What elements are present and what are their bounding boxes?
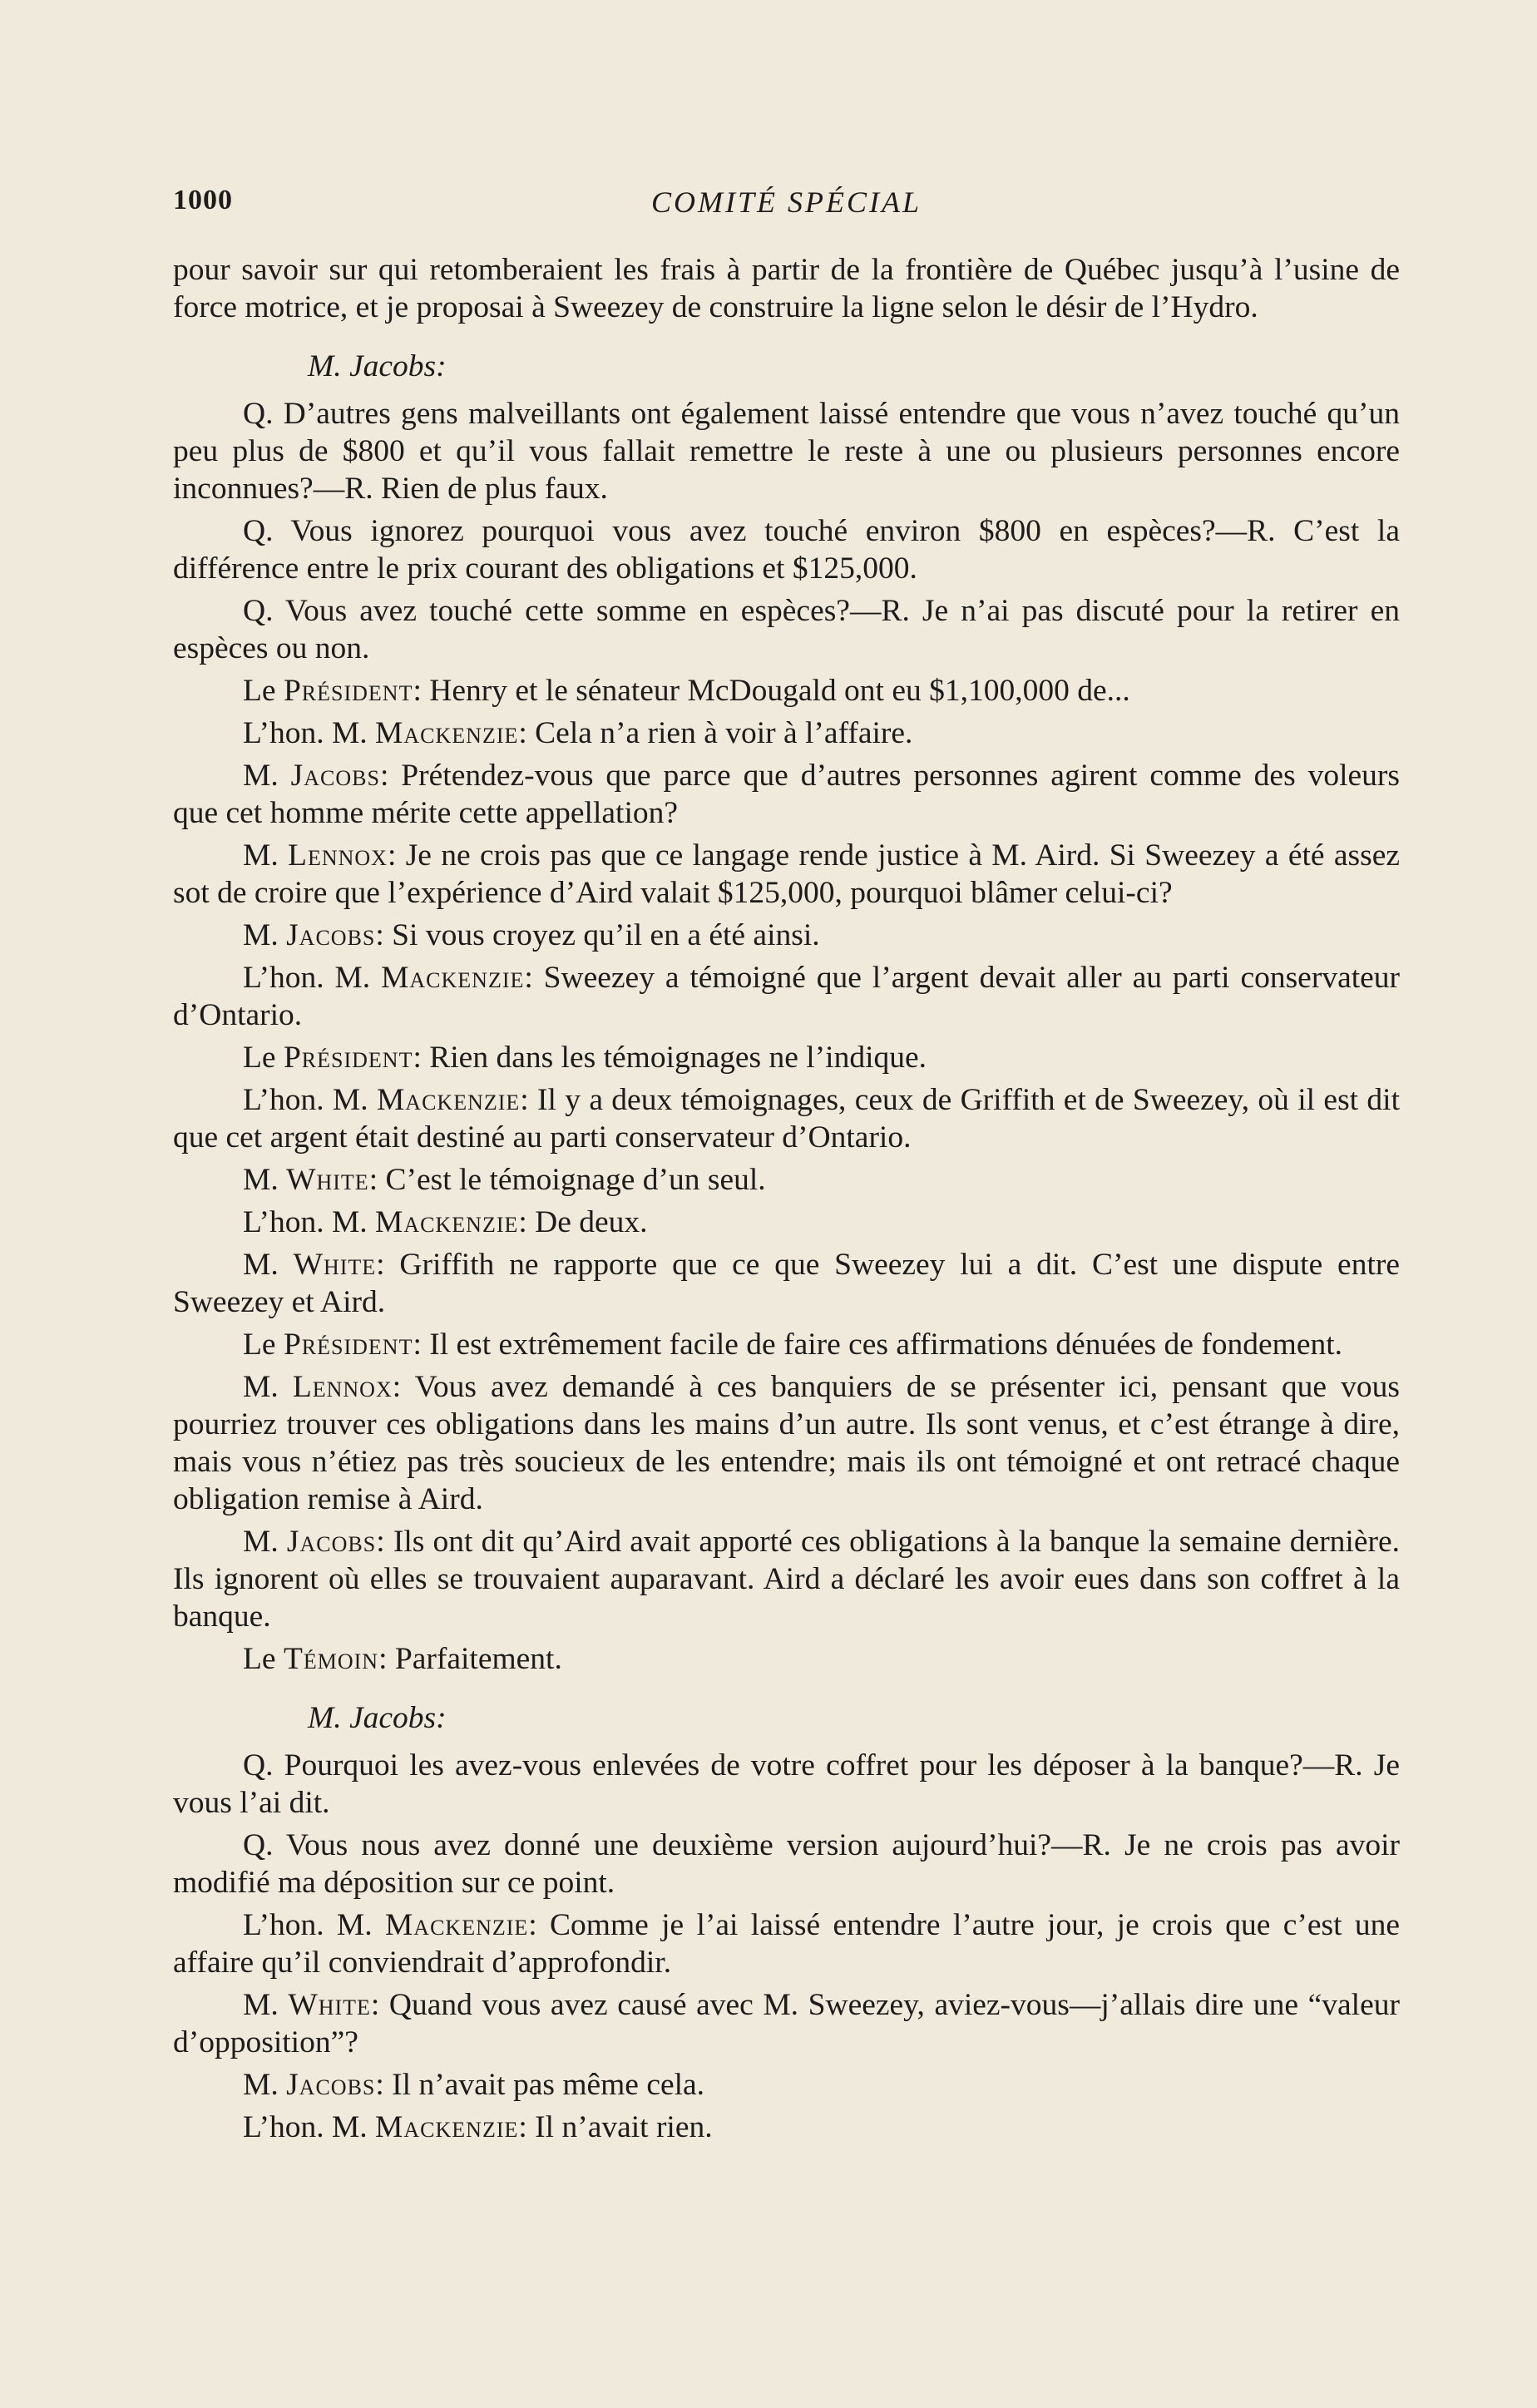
- running-title: COMITÉ SPÉCIAL: [651, 185, 922, 219]
- speaker-name: Mackenzie: [375, 716, 519, 750]
- speaker-title: M.: [243, 838, 289, 873]
- speaker-title: L’hon. M.: [243, 1908, 385, 1942]
- speech-paragraph: [173, 1081, 1400, 1156]
- speaker-title: L’hon. M.: [243, 716, 376, 750]
- speech-text: : Il n’avait rien.: [518, 2110, 713, 2144]
- question-paragraph: Q. Pourquoi les avez-vous enlevées de votre coffret pour les déposer à la banque?—R. Je vous l’ai dit.: [173, 1748, 1400, 1820]
- paragraph: pour savoir sur qui retomberaient les frais à partir de la frontière de Québec jusqu’à l’usine de force motrice, et je proposai à Sweezey de construire la ligne selon le désir de l’Hydro.: [173, 253, 1400, 324]
- speech-text: : Parfaitement.: [378, 1642, 562, 1676]
- speaker-title: M.: [243, 1525, 287, 1559]
- speech-paragraph: [173, 1640, 1400, 1678]
- speaker-title: Le: [243, 1642, 284, 1676]
- speech-paragraph: [173, 1246, 1400, 1321]
- speaker-title: M.: [243, 759, 291, 793]
- speech-paragraph: [173, 917, 1400, 954]
- speaker-name: Jacobs: [286, 2068, 376, 2102]
- speech-paragraph: [173, 1204, 1400, 1241]
- question-paragraph: Q. Vous ignorez pourquoi vous avez touché environ $800 en espèces?—R. C’est la différence entre le prix courant des obligations et $125,000.: [173, 514, 1400, 586]
- speech-paragraph: [173, 714, 1400, 752]
- speaker-name: Mackenzie: [384, 1908, 529, 1942]
- speech-paragraph: [173, 1039, 1400, 1076]
- speaker-name: White: [288, 1988, 371, 2022]
- speaker-name: Mackenzie: [375, 1205, 519, 1239]
- speaker-title: L’hon. M.: [243, 1205, 376, 1239]
- question-paragraph: Q. Vous avez touché cette somme en espèces?—R. Je n’ai pas discuté pour la retirer en espèces ou non.: [173, 594, 1400, 665]
- speech-text: : Cela n’a rien à voir à l’affaire.: [518, 716, 913, 750]
- speaker-name: Mackenzie: [375, 2110, 519, 2144]
- speech-text: : Si vous croyez qu’il en a été ainsi.: [375, 918, 820, 952]
- speaker-name: Mackenzie: [381, 961, 525, 995]
- speech-paragraph: [173, 837, 1400, 912]
- speech-text: : Vous avez demandé à ces banquiers de se présenter ici, pensant que vous pourriez trouver ces obligations dans les mains d’un autre. Ils sont venus, et c’est étrange à dire, mais vous n’étiez pas très soucieux de les entendre; mais ils ont témoigné et ont retracé chaque obligation remise à Aird.: [173, 1370, 1400, 1516]
- speech-paragraph: [173, 1326, 1400, 1363]
- speaker-name: Lennox: [292, 1370, 393, 1404]
- speech-paragraph: [173, 1986, 1400, 2061]
- question-paragraph: Q. D’autres gens malveillants ont également laissé entendre que vous n’avez touché qu’un peu plus de $800 et qu’il vous fallait remettre le reste à une ou plusieurs personnes encore inconnues?—R. Rien de plus faux.: [173, 397, 1400, 506]
- speech-text: : Il est extrêmement facile de faire ces affirmations dénuées de fondement.: [413, 1328, 1343, 1362]
- sub-heading: M. Jacobs:: [308, 1701, 447, 1735]
- speaker-title: M.: [243, 1370, 293, 1404]
- speaker-name: Président: [283, 1041, 413, 1075]
- speaker-name: Jacobs: [286, 1525, 377, 1559]
- speech-text: : Comme je l’ai laissé entendre l’autre jour, je crois que c’est une affaire qu’il conviendrait d’approfondir.: [173, 1908, 1401, 1980]
- speech-paragraph: [173, 757, 1400, 832]
- speaker-name: White: [293, 1248, 377, 1282]
- speech-text: : C’est le témoignage d’un seul.: [368, 1163, 766, 1197]
- speech-text: : Sweezey a témoigné que l’argent devait aller au parti conservateur d’Ontario.: [173, 961, 1401, 1032]
- speech-paragraph: [173, 2109, 1400, 2146]
- speaker-name: Jacobs: [290, 759, 380, 793]
- speaker-title: M.: [243, 2068, 287, 2102]
- speaker-name: Lennox: [288, 838, 388, 873]
- body-text: [173, 251, 1400, 2151]
- speaker-name: Président: [283, 674, 413, 708]
- speech-text: : Ils ont dit qu’Aird avait apporté ces obligations à la banque la semaine dernière. Ils ignorent où elles se trouvaient auparavant. Aird a déclaré les avoir eues dans son coffret à la banque.: [173, 1525, 1400, 1634]
- speaker-name: Jacobs: [286, 918, 376, 952]
- speech-paragraph: [173, 1368, 1400, 1518]
- speech-text: : Rien dans les témoignages ne l’indique.: [413, 1041, 927, 1075]
- speaker-title: Le: [243, 1041, 284, 1075]
- speech-text: : De deux.: [518, 1205, 648, 1239]
- speech-text: : Quand vous avez causé avec M. Sweezey, aviez-vous—j’allais dire une “valeur d’opposition”?: [173, 1988, 1400, 2059]
- speech-paragraph: [173, 959, 1400, 1034]
- speaker-title: M.: [243, 1248, 294, 1282]
- speaker-name: White: [286, 1163, 369, 1197]
- speech-paragraph: [173, 1161, 1400, 1199]
- speaker-title: M.: [243, 1163, 287, 1197]
- page-number: 1000: [173, 185, 233, 215]
- speaker-name: Président: [283, 1328, 413, 1362]
- speaker-title: L’hon. M.: [243, 961, 382, 995]
- speaker-title: Le: [243, 1328, 284, 1362]
- speech-text: : Je ne crois pas que ce langage rende justice à M. Aird. Si Sweezey a été assez sot de croire que l’expérience d’Aird valait $125,000, pourquoi blâmer celui-ci?: [173, 838, 1400, 910]
- sub-heading: M. Jacobs:: [308, 349, 447, 383]
- speaker-title: M.: [243, 918, 287, 952]
- speech-text: : Il y a deux témoignages, ceux de Griffith et de Sweezey, où il est dit que cet argent était destiné au parti conservateur d’Ontario.: [173, 1083, 1400, 1155]
- speaker-title: Le: [243, 674, 284, 708]
- speech-paragraph: [173, 1523, 1400, 1635]
- speaker-name: Témoin: [283, 1642, 379, 1676]
- speaker-name: Mackenzie: [376, 1083, 521, 1117]
- speech-text: : Prétendez-vous que parce que d’autres personnes agirent comme des voleurs que cet homme mérite cette appellation?: [173, 759, 1400, 830]
- speaker-title: L’hon. M.: [243, 2110, 376, 2144]
- speaker-title: M.: [243, 1988, 289, 2022]
- question-paragraph: Q. Vous nous avez donné une deuxième version aujourd’hui?—R. Je ne crois pas avoir modifié ma déposition sur ce point.: [173, 1828, 1400, 1900]
- page-header: [173, 185, 1400, 226]
- speech-paragraph: [173, 1906, 1400, 1981]
- speech-text: : Henry et le sénateur McDougald ont eu $1,100,000 de...: [413, 674, 1130, 708]
- speaker-title: L’hon. M.: [243, 1083, 377, 1117]
- speech-paragraph: [173, 672, 1400, 710]
- speech-paragraph: [173, 2066, 1400, 2104]
- speech-text: : Griffith ne rapporte que ce que Sweezey lui a dit. C’est une dispute entre Sweezey et Aird.: [173, 1248, 1401, 1319]
- speech-text: : Il n’avait pas même cela.: [375, 2068, 705, 2102]
